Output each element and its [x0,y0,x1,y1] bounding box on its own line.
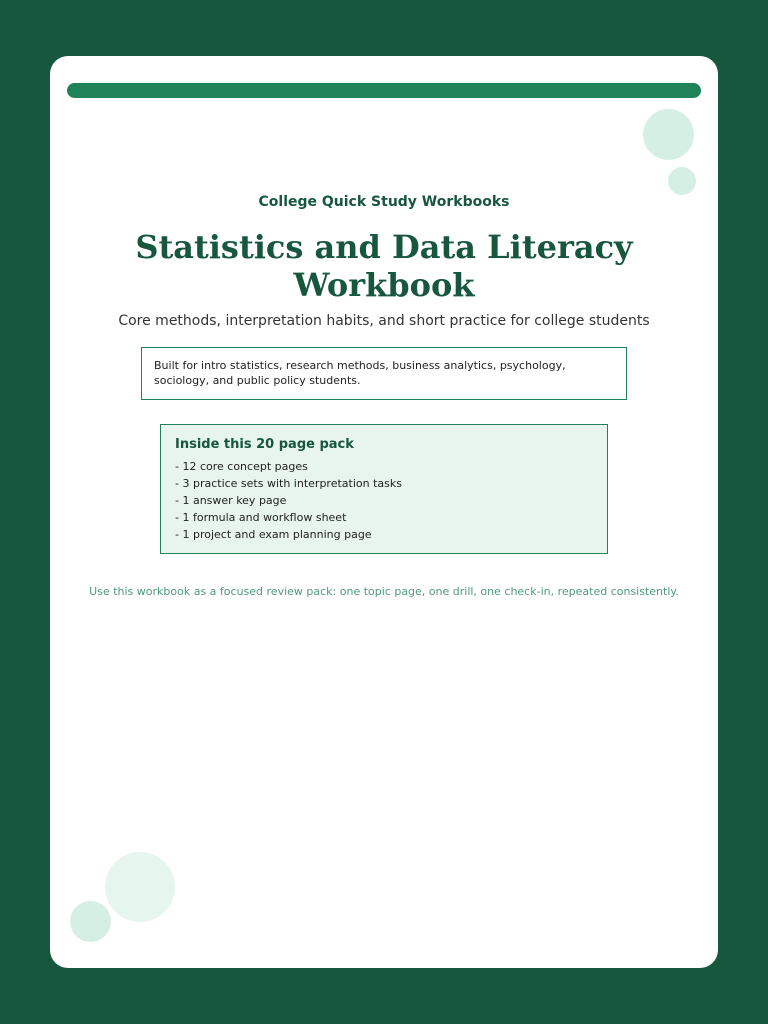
accent-bar [67,83,701,98]
list-item: - 12 core concept pages [175,460,308,473]
audience-box [141,347,627,400]
audience-text: Built for intro statistics, research methods, business analytics, psychology, sociology, and public policy students. [154,359,566,387]
decorative-circle [105,852,175,922]
decorative-circle [668,167,696,195]
list-item: - 1 answer key page [175,494,287,507]
decorative-circle [70,901,111,942]
pack-item-list [175,458,593,543]
workbook-cover-page [50,56,718,968]
page-subtitle: Core methods, interpretation habits, and short practice for college students [118,313,650,329]
list-item: - 1 project and exam planning page [175,528,372,541]
list-item: - 3 practice sets with interpretation tasks [175,477,402,490]
series-name: College Quick Study Workbooks [258,194,510,210]
pack-heading: Inside this 20 page pack [175,437,354,452]
list-item: - 1 formula and workflow sheet [175,511,347,524]
usage-note: Use this workbook as a focused review pack: one topic page, one drill, one check-in, repeated consistently. [89,585,679,598]
decorative-circle [643,109,694,160]
pack-contents-box [160,424,608,554]
page-title: Statistics and Data Literacy Workbook [135,228,633,304]
